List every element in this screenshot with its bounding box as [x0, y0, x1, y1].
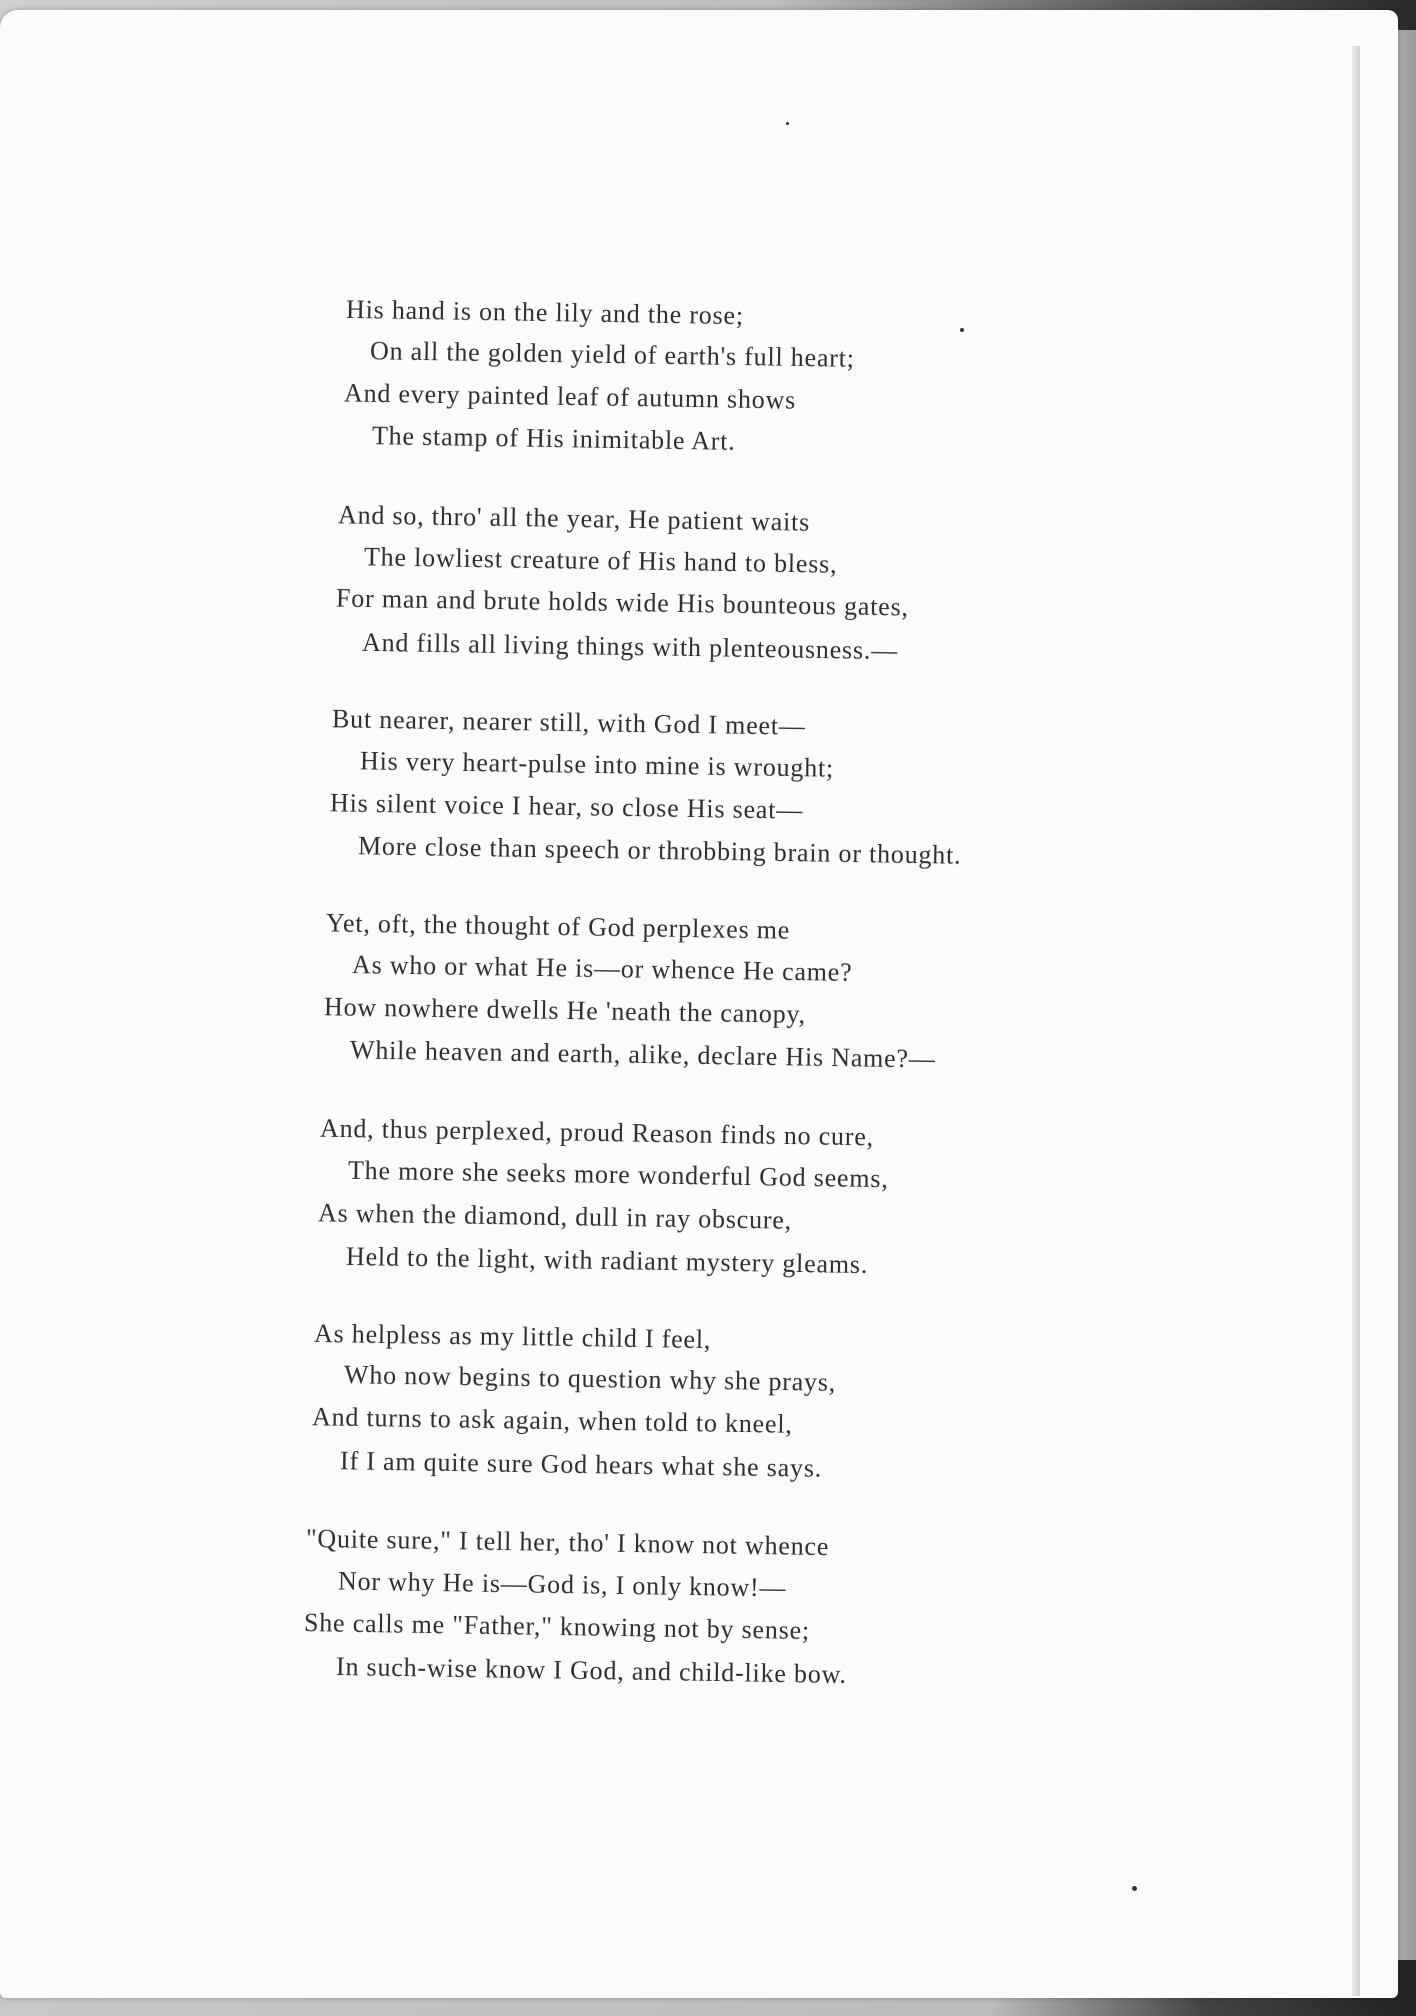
dust-speck	[1132, 1886, 1137, 1891]
poem-line: "Quite sure," I tell her, tho' I know not whence	[305, 1523, 830, 1562]
dust-speck	[960, 328, 964, 332]
poem-line: More close than speech or throbbing brain or thought.	[357, 831, 962, 870]
book-page	[0, 10, 1398, 1998]
poem-line: In such-wise know I God, and child-like bow.	[335, 1651, 848, 1690]
poem-line: His hand is on the lily and the rose;	[345, 294, 745, 331]
poem-line: The more she seeks more wonderful God seems,	[347, 1155, 889, 1194]
poem-line: The stamp of His inimitable Art.	[371, 421, 736, 456]
poem-line: And, thus perplexed, proud Reason finds no cure,	[319, 1113, 875, 1152]
poem-line: His silent voice I hear, so close His seat—	[329, 788, 804, 825]
poem-line: For man and brute holds wide His bounteous gates,	[335, 583, 910, 622]
poem-line: But nearer, nearer still, with God I meet—	[331, 704, 806, 741]
poem-line: His very heart-pulse into mine is wrought;	[359, 746, 835, 783]
poem-line: How nowhere dwells He 'neath the canopy,	[323, 992, 807, 1029]
poem-line: The lowliest creature of His hand to bless,	[363, 542, 838, 579]
poem-line: And every painted leaf of autumn shows	[343, 378, 797, 415]
poem-line: While heaven and earth, alike, declare His Name?—	[349, 1035, 936, 1074]
poem-line: If I am quite sure God hears what she says.	[339, 1446, 823, 1483]
poem-line: And fills all living things with plenteousness.—	[361, 627, 899, 666]
poem-line: And so, thro' all the year, He patient waits	[337, 500, 811, 537]
poem-line: And turns to ask again, when told to kneel,	[311, 1402, 793, 1439]
poem-line: As when the diamond, dull in ray obscure,	[317, 1198, 793, 1235]
poem	[0, 10, 1398, 1998]
poem-line: Yet, oft, the thought of God perplexes me	[325, 908, 791, 945]
poem-line: Who now begins to question why she prays,	[343, 1360, 837, 1397]
poem-line: As who or what He is—or whence He came?	[351, 950, 853, 987]
poem-line: On all the golden yield of earth's full heart;	[369, 336, 856, 373]
poem-line: Nor why He is—God is, I only know!—	[337, 1566, 787, 1603]
poem-line: She calls me "Father," knowing not by sense;	[303, 1608, 811, 1645]
poem-line: Held to the light, with radiant mystery gleams.	[345, 1241, 869, 1280]
dust-speck	[786, 122, 789, 125]
poem-line: As helpless as my little child I feel,	[313, 1318, 712, 1355]
